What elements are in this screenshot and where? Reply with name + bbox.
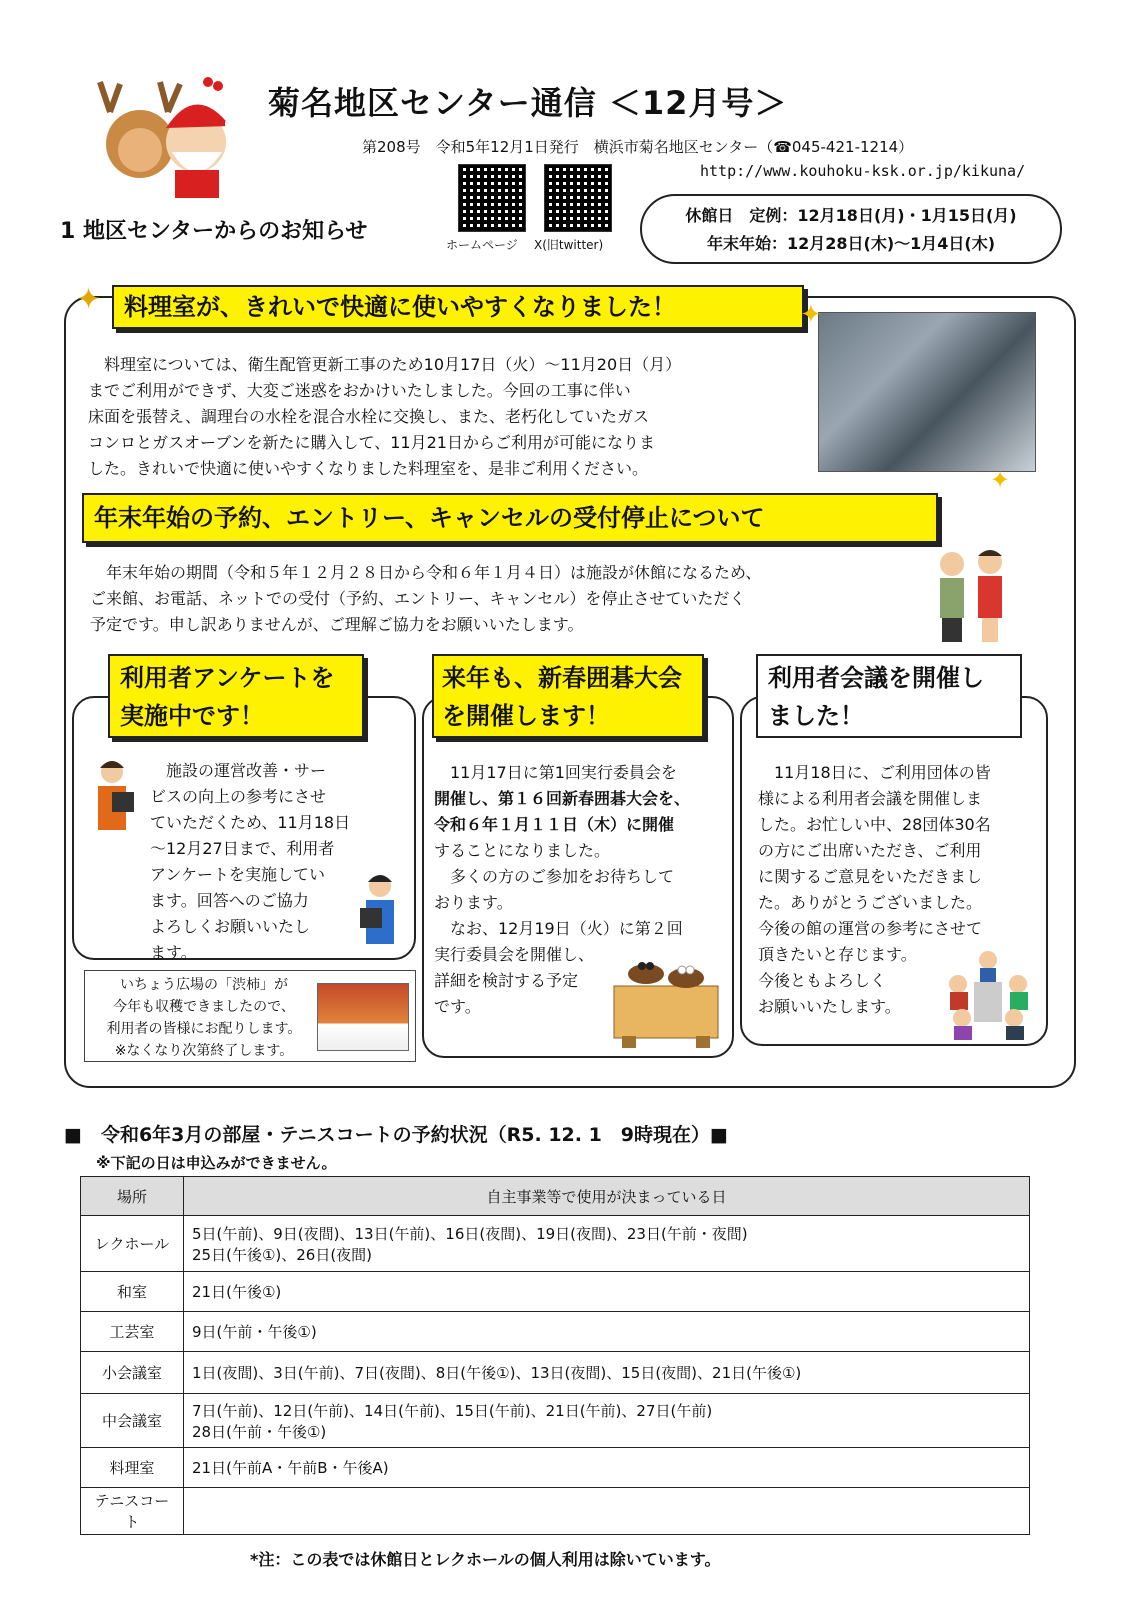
table-row: 料理室 21日(午前A・午前B・午後A) xyxy=(81,1448,1030,1488)
meeting-body: 11月18日に、ご利用団体の皆 様による利用者会議を開催しま した。お忙しい中、28団体30名 の方にご出席いただき、ご利用 に関するご意見をいただきまし た。ありがとうございました。 今後の館の運営の参考にさせて 頂きたいと存じます。 今後ともよろしく お願いいたします。 xyxy=(758,763,991,1016)
kitchen-heading: 料理室が、きれいで快適に使いやすくなりました！ xyxy=(112,285,804,329)
sparkle-icon: ✦ xyxy=(990,466,1011,494)
go-board-illustration xyxy=(606,946,726,1050)
kitchen-body: 料理室については、衛生配管更新工事のため10月17日（火）～11月20日（月） までご利用ができず、大変ご迷惑をおかけいたしました。今回の工事に伴い 床面を張替え、調理台の水栓を混合水栓に交換し、また、老朽化していたガス コンロとガスオーブンを新たに購入して、11月21日からご利用が可能になりま した。きれいで快適に使いやすくなりました料理室を、是非ご利用ください。 xyxy=(88,355,682,478)
reservation-note: ※下記の日は申込みができません。 xyxy=(96,1154,337,1172)
survey-man-illustration xyxy=(356,872,406,948)
table-footnote: *注：この表では休館日とレクホールの個人利用は除いています。 xyxy=(250,1550,721,1569)
section-title: 1 地区センターからのお知らせ xyxy=(60,219,368,244)
go-body: 11月17日に第1回実行委員会を 開催し、第１６回新春囲碁大会を、 令和６年１月１１日（木）に開催 することになりました。 多くの方のご参加をお待ちして おります。 なお、12月19日（火）に第２回 実行委員会を開催し、 詳細を検討する予定 です。 xyxy=(434,763,691,1016)
yearend-heading: 年末年始の予約、エントリー、キャンセルの受付停止について xyxy=(82,493,938,543)
survey-heading: 利用者アンケートを 実施中です！ xyxy=(108,654,364,738)
meeting-people-illustration xyxy=(940,944,1036,1040)
issue-info: 第208号 令和5年12月1日発行 横浜市菊名地区センター（☎045-421-1214） xyxy=(362,138,914,156)
yearend-body: 年末年始の期間（令和５年１２月２８日から令和６年１月４日）は施設が休館になるため、 ご来館、お電話、ネットでの受付（予約、エントリー、キャンセル）を停止させていただく 予定です。申し訳ありませんが、ご理解ご協力をお願いいたします。 xyxy=(90,563,762,634)
newsletter-title: 菊名地区センター通信 ＜12月号＞ xyxy=(268,84,788,122)
survey-body: 施設の運営改善・サー ビスの向上の参考にさせ ていただくため、11月18日 ～12月27日まで、利用者 アンケートを実施してい ます。回答へのご協力 よろしくお願いいたし ます。 xyxy=(150,761,351,962)
closed-yearend: 年末年始：12月28日(木)～1月4日(木) xyxy=(706,234,996,253)
table-header-row xyxy=(81,1177,1030,1216)
sparkle-icon: ✦ xyxy=(800,300,822,330)
santa-reindeer-illustration xyxy=(80,72,250,202)
table-row: 小会議室 1日(夜間)、3日(午前)、7日(夜間)、8日(午後①)、13日(夜間)、15日(夜間)、21日(午後①) xyxy=(81,1352,1030,1394)
qr-home-label: ホームページ xyxy=(446,238,518,252)
confetti-icon: ✦ xyxy=(76,282,102,317)
table-row: 中会議室 7日(午前)、12日(午前)、14日(午前)、15日(午前)、21日(午前)、27日(午前) 28日(午前・午後①) xyxy=(81,1394,1030,1448)
qr-x-label: X(旧twitter) xyxy=(534,238,604,252)
persimmon-photo xyxy=(317,983,409,1051)
reservation-heading: ■ 令和6年3月の部屋・テニスコートの予約状況（R5. 12. 1 9時現在）■ xyxy=(64,1124,728,1146)
closed-regular: 休館日 定例：12月18日(月)・1月15日(月) xyxy=(685,206,1017,225)
persimmon-notice: いちょう広場の「渋柿」が 今年も収穫できましたので、 利用者の皆様にお配りします。 ※なくなり次第終了します。 xyxy=(84,970,416,1062)
homepage-qr-code[interactable] xyxy=(458,164,526,232)
kitchen-photo xyxy=(818,312,1036,472)
reservation-table xyxy=(80,1176,1030,1535)
column-header-days: 自主事業等で使用が決まっている日 xyxy=(184,1177,1030,1216)
table-row: 工芸室 9日(午前・午後①) xyxy=(81,1312,1030,1352)
table-row: テニスコート xyxy=(81,1488,1030,1535)
meeting-heading: 利用者会議を開催し ました！ xyxy=(756,654,1022,738)
column-header-place: 場所 xyxy=(81,1177,184,1216)
survey-woman-illustration xyxy=(90,758,140,834)
table-row: 和室 21日(午後①) xyxy=(81,1272,1030,1312)
table-row: レクホール 5日(午前)、9日(夜間)、13日(午前)、16日(夜間)、19日(夜間)、23日(午前・夜間) 25日(午後①)、26日(夜間) xyxy=(81,1216,1030,1272)
go-heading: 来年も、新春囲碁大会 を開催します！ xyxy=(432,654,704,738)
closed-days-box xyxy=(640,194,1062,264)
website-link[interactable]: http://www.kouhoku-ksk.or.jp/kikuna/ xyxy=(700,162,1026,180)
bowing-staff-illustration xyxy=(932,548,1012,644)
twitter-qr-code[interactable] xyxy=(544,164,612,232)
